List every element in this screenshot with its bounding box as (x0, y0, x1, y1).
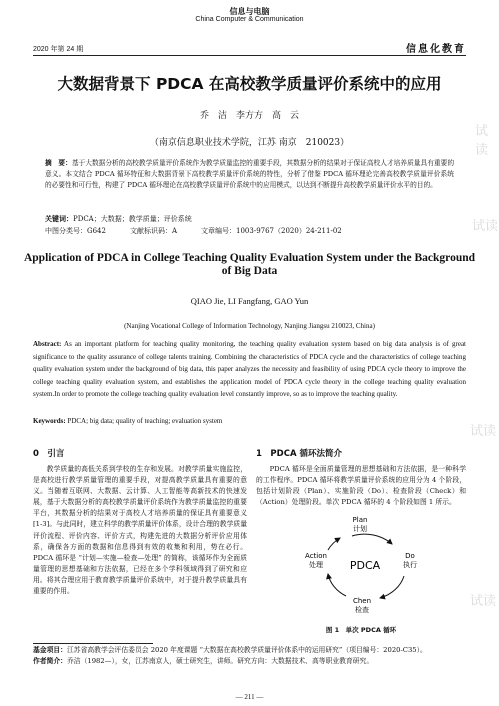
abstract-cn-text: 基于大数据分析的高校教学质量评价系统作为教学质量监控的重要手段，其数据分析的结果对于保证高校人才培养质量具有重要的意义。本文结合 PDCA 循环特征和大数据背景下高校教学质量评价系统的特性，分析了借鉴 PDCA 循环理论完善高校教学质量评价系统的必要性和可行性，构建了 PDCA 循环理论在高校教学质量评价系统中的应用模式，以达到不断提升高校教学质量评价水平的目的。 (45, 159, 455, 190)
abstract-cn-label: 摘 要： (45, 159, 72, 167)
do-label-cn: 执行 (403, 561, 417, 569)
section-body: PDCA 循环是全面质量管理的思想基础和方法依据，是一种科学的工作程序。PDCA 循环将教学质量评价系统的应用分为 4 个阶段，包括计划阶段（Plan）、实施阶段（Do）、检查阶段（Check）和（Action）处理阶段。单次 PDCA 循环的 4 个阶段如图 1 所示。 (256, 465, 466, 507)
figure-caption: 图 1 单次 PDCA 循环 (325, 626, 397, 634)
author-text: 乔洁（1982—），女，江苏南京人，硕士研究生，讲师。研究方向：大数据技术、高等职业教育研究。 (66, 656, 374, 665)
abstract-en-text: As an important platform for teaching quality monitoring, the teaching quality evaluation system based on big data analysis is of great significance to the quality assurance of college talents training. Combining the characteristics of PDCA cycle and the characteristics of college teaching quality evaluation system under the background of big data, this paper analyzes the necessity and feasibility of using PDCA cycle theory to improve the college teaching quality evaluation system, and establishes the application model of PDCA cycle theory in the college teaching quality evaluation system.In order to promote the college teaching quality evaluation level constantly improve, so as to improve the teaching quality. (33, 340, 466, 399)
keywords-cn (45, 214, 192, 224)
section-heading: 1 PDCA 循环法简介 (256, 449, 342, 459)
cycle-arrow (328, 538, 340, 550)
paper-title-cn: 大数据背景下 PDCA 在高校教学质量评价系统中的应用 (57, 75, 442, 93)
abstract-en-label: Abstract: (33, 340, 62, 348)
fund-text: 江苏省高教学会评估委员会 2020 年度课题 “大数据在高校教学质量评价体系中的运用研究”（项目编号：2020-C35）。 (66, 646, 427, 654)
watermark: 试读 (472, 219, 499, 234)
page-number: — 211 — (235, 693, 264, 701)
journal-name-cn: 信息与电脑 (229, 7, 270, 16)
do-label: Do (405, 552, 415, 560)
plan-label-cn: 计划 (353, 525, 367, 533)
keywords-en-text: PDCA; big data; quality of teaching; evaluation system (65, 417, 223, 425)
action-label-cn: 处理 (309, 561, 323, 569)
author-note (33, 656, 466, 667)
fund-label: 基金项目： (33, 646, 67, 654)
abstract-cn (45, 158, 454, 192)
section-introduction (33, 447, 247, 597)
check-label-cn: 检查 (355, 606, 369, 614)
issue-label: 2020 年第 24 期 (33, 46, 84, 53)
section-pdca-intro (256, 447, 466, 508)
keywords-en-label: Keywords: (33, 417, 66, 425)
keywords-cn-label: 关键词： (45, 214, 73, 223)
check-label: Chen (352, 597, 372, 605)
clc-number: 中图分类号：G642 (45, 227, 106, 235)
affiliation-cn: （南京信息职业技术学院，江苏 南京 210023） (149, 138, 350, 148)
keywords-cn-text: PDCA；大数据；教学质量；评价系统 (73, 215, 192, 223)
authors-cn: 乔 洁 李方方 高 云 (199, 111, 299, 121)
cycle-arrow (352, 534, 392, 544)
authors-en: QIAO Jie, LI Fangfang, GAO Yun (190, 296, 309, 306)
footnote-divider (33, 643, 153, 644)
header-divider (33, 55, 466, 56)
section-label: 信息化教育 (406, 44, 466, 55)
watermark: 试读 (475, 124, 489, 158)
affiliation-en: (Nanjing Vocational College of Information Technology, Nanjing Jiangsu 210023, China) (124, 322, 375, 330)
abstract-en (33, 338, 466, 401)
fund-note (33, 645, 466, 656)
cycle-center-label: PDCA (349, 559, 381, 572)
classification-line (45, 226, 454, 236)
cycle-arrow (328, 574, 346, 596)
section-body: 教学质量的高低关系到学校的生存和发展。对教学质量实施监控，是高校进行教学质量管理的重要手段，对提高教学质量具有重要的意义。当随着互联网、大数据、云计算、人工智能等高新技术的快速发展，基于大数据分析的高校教学质量评价系统作为教学质量监控的重要平台，其数据分析的结果对于高校人才培养质量的保证具有重要意义 [1-3]。与此同时，建立科学的教学质量评价体系，设计合理的教学质量评价流程、评价内容、评价方式，构建先进的大数据分析评价应用体系，确保各方面的数据和信息得到有效的收集和利用，势在必行。PDCA 循环是 “计划—实施—检查—处理” 的简称，该循环作为全面质量管理的思想基础和方法依据，已经在多个学科领域得到了研究和应用。将其合理应用于教育教学质量评价系统中，对于提升教学质量具有重要的作用。 (33, 465, 247, 596)
pdca-cycle-diagram (300, 514, 430, 614)
paper-title-en: Application of PDCA in College Teaching Quality Evaluation System under the Background of Big Data (23, 252, 475, 277)
footnote (33, 645, 466, 666)
journal-name-en: China Computer & Communication (195, 16, 304, 23)
keywords-en (33, 417, 222, 425)
action-label: Action (305, 552, 327, 560)
document-code: 文献标识码：A (129, 227, 178, 235)
watermark: 试读 (470, 424, 497, 439)
author-label: 作者简介： (33, 656, 67, 665)
cycle-arrow (380, 576, 404, 598)
plan-label: Plan (352, 516, 368, 524)
article-number: 文章编号：1003-9767（2020）24-211-02 (201, 227, 342, 235)
section-heading: 0 引言 (33, 449, 65, 459)
watermark: 试读 (470, 594, 497, 609)
